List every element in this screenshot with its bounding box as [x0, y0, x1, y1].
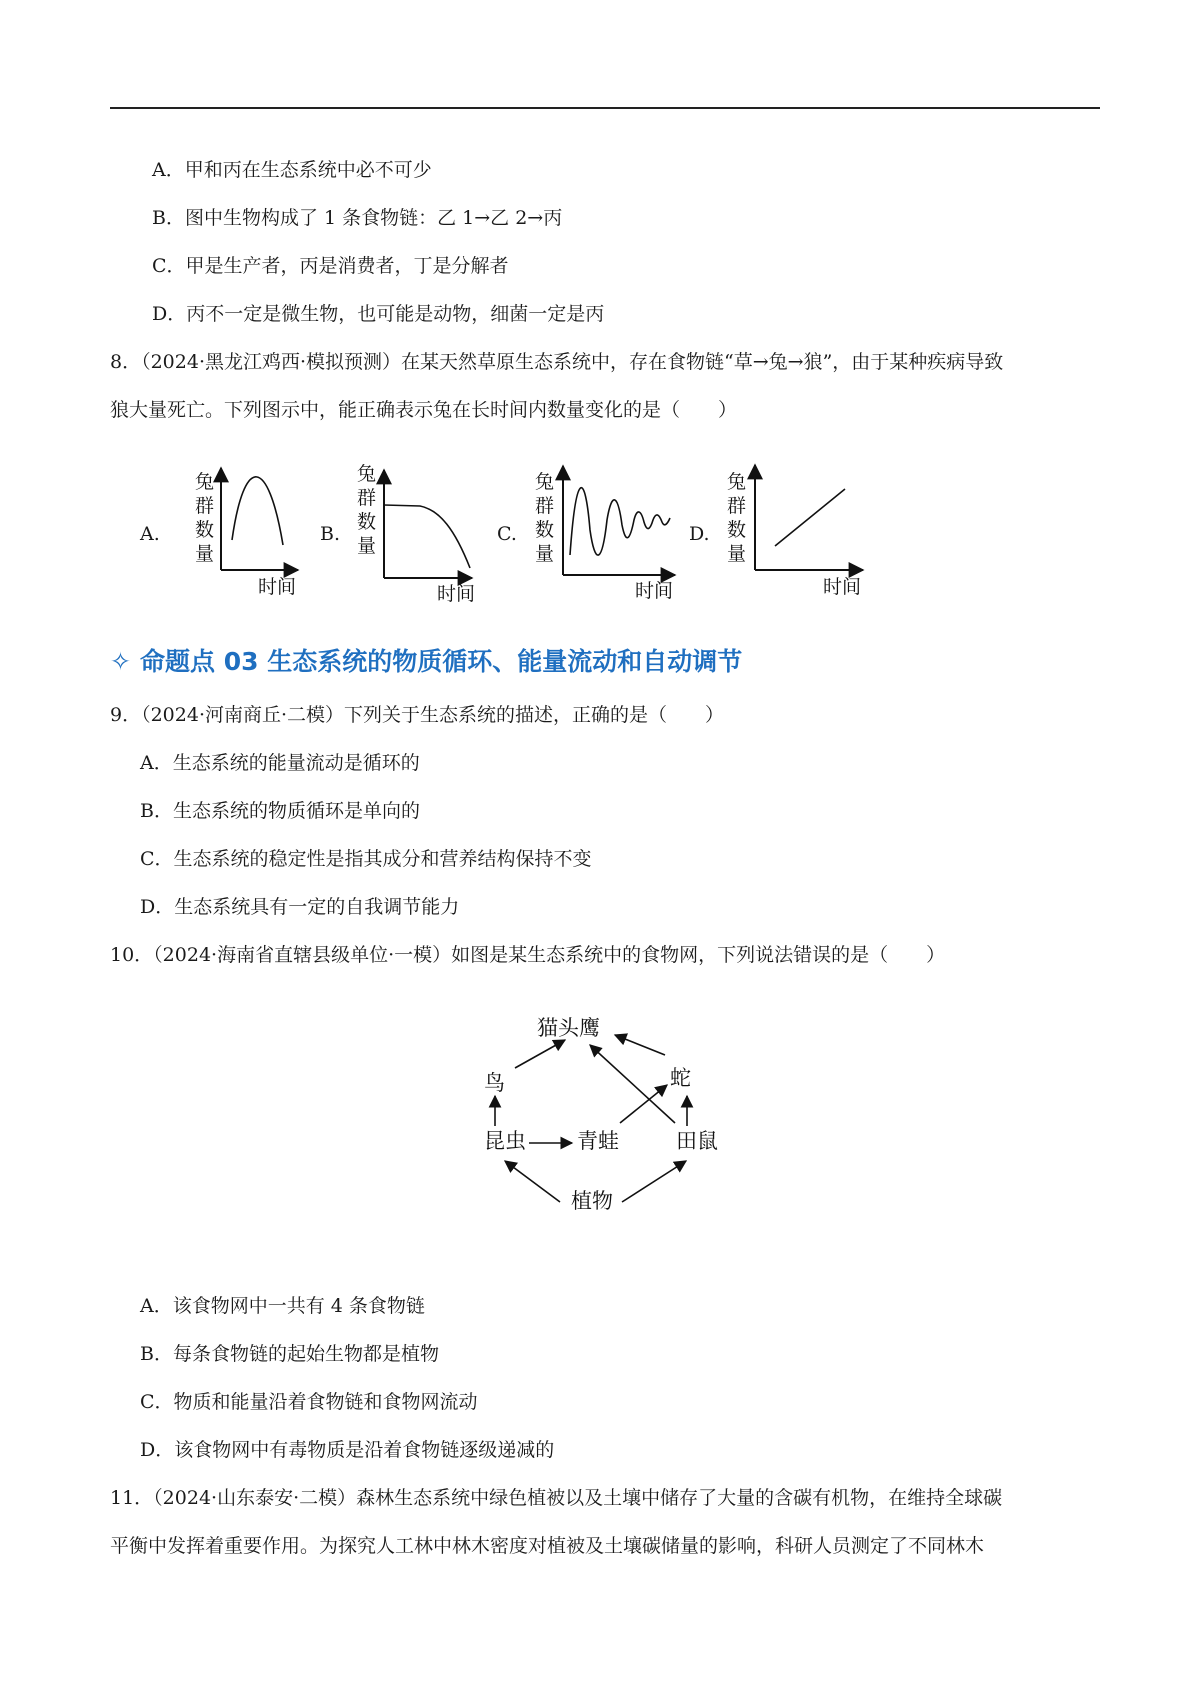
food-web-frog: 青蛙	[577, 1129, 619, 1153]
q9-option-c[interactable]: C．生态系统的稳定性是指其成分和营养结构保持不变	[140, 848, 592, 870]
q9-option-d[interactable]: D．生态系统具有一定的自我调节能力	[140, 896, 460, 918]
graph-a-y4: 量	[195, 543, 215, 565]
q9-option-b[interactable]: B．生态系统的物质循环是单向的	[140, 800, 420, 822]
graph-d-curve	[775, 489, 845, 546]
q8-graph-c-label[interactable]: C.	[497, 523, 517, 545]
food-web-mouse: 田鼠	[676, 1129, 718, 1153]
graph-a-y1: 兔	[195, 471, 215, 493]
graph-c-y3: 数	[535, 519, 555, 541]
q7-option-d[interactable]: D．丙不一定是微生物，也可能是动物，细菌一定是丙	[152, 303, 605, 325]
q10-stem: 10．（2024·海南省直辖县级单位·一模）如图是某生态系统中的食物网，下列说法错误的是（ ）	[110, 944, 946, 966]
graph-b-y2: 群	[357, 487, 377, 509]
food-web-owl: 猫头鹰	[537, 1016, 600, 1040]
graph-d-y4: 量	[727, 543, 747, 565]
edge-snake-owl	[615, 1035, 665, 1055]
q11-stem-line1: 11．（2024·山东泰安·二模）森林生态系统中绿色植被以及土壤中储存了大量的含碳有机物，在维持全球碳	[110, 1487, 1003, 1509]
graph-c-y4: 量	[535, 543, 555, 565]
graph-a-curve	[232, 477, 283, 545]
q8-stem-line2: 狼大量死亡。下列图示中，能正确表示兔在长时间内数量变化的是（ ）	[110, 399, 738, 421]
graph-b-y3: 数	[357, 511, 377, 533]
graph-c-y2: 群	[535, 495, 555, 517]
graph-a-x-label: 时间	[258, 576, 297, 598]
graph-b-x-label: 时间	[437, 583, 476, 605]
edge-frog-snake	[620, 1085, 667, 1123]
q10-option-c[interactable]: C．物质和能量沿着食物链和食物网流动	[140, 1391, 478, 1413]
graph-a-y3: 数	[195, 519, 215, 541]
sparkle-icon: ✧	[110, 647, 131, 676]
q9-stem: 9．（2024·河南商丘·二模）下列关于生态系统的描述，正确的是（ ）	[110, 704, 725, 726]
q8-graph-c	[535, 466, 675, 602]
q10-food-web	[0, 990, 1200, 1230]
graph-b-curve	[384, 505, 470, 568]
graph-d-y1: 兔	[727, 471, 747, 493]
section-heading	[110, 646, 742, 678]
graph-c-y1: 兔	[535, 471, 555, 493]
graph-a-y2: 群	[195, 495, 215, 517]
graph-d-y2: 群	[727, 495, 747, 517]
food-web-insect: 昆虫	[484, 1129, 526, 1153]
edge-plant-insect	[505, 1161, 560, 1202]
q8-graph-a-label[interactable]: A.	[140, 523, 160, 545]
q8-graph-b	[357, 463, 475, 605]
graph-c-curve	[570, 488, 670, 555]
q9-option-a[interactable]: A．生态系统的能量流动是循环的	[140, 752, 420, 774]
q8-stem-line1: 8．（2024·黑龙江鸡西·模拟预测）在某天然草原生态系统中，存在食物链“草→兔→狼”，由于某种疾病导致	[110, 351, 1004, 373]
section-title: 命题点 03 生态系统的物质循环、能量流动和自动调节	[140, 647, 743, 676]
q8-graph-b-label[interactable]: B.	[320, 523, 341, 545]
q10-option-a[interactable]: A．该食物网中一共有 4 条食物链	[140, 1295, 425, 1317]
q10-option-b[interactable]: B．每条食物链的起始生物都是植物	[140, 1343, 439, 1365]
q8-graph-svg	[0, 0, 1200, 620]
graph-d-x-label: 时间	[823, 576, 862, 598]
graph-b-y4: 量	[357, 535, 377, 557]
q7-option-c[interactable]: C．甲是生产者，丙是消费者，丁是分解者	[152, 255, 509, 277]
graph-d-y3: 数	[727, 519, 747, 541]
food-web-bird: 鸟	[484, 1071, 505, 1095]
edge-plant-mouse	[622, 1161, 686, 1202]
food-web-plant: 植物	[571, 1189, 613, 1213]
edge-bird-owl	[515, 1040, 565, 1068]
edge-mouse-owl	[590, 1045, 675, 1123]
graph-b-y1: 兔	[357, 463, 377, 485]
q8-graph-d	[727, 465, 863, 598]
q8-graph-a	[195, 468, 298, 598]
q7-option-b[interactable]: B．图中生物构成了 1 条食物链：乙 1→乙 2→丙	[152, 207, 563, 229]
q10-option-d[interactable]: D．该食物网中有毒物质是沿着食物链逐级递减的	[140, 1439, 555, 1461]
graph-c-x-label: 时间	[635, 580, 674, 602]
q7-option-a[interactable]: A．甲和丙在生态系统中必不可少	[152, 159, 432, 181]
q11-stem-line2: 平衡中发挥着重要作用。为探究人工林中林木密度对植被及土壤碳储量的影响，科研人员测定了不同林木	[110, 1535, 985, 1557]
food-web-snake: 蛇	[670, 1066, 691, 1090]
q8-graph-d-label[interactable]: D.	[689, 523, 710, 545]
